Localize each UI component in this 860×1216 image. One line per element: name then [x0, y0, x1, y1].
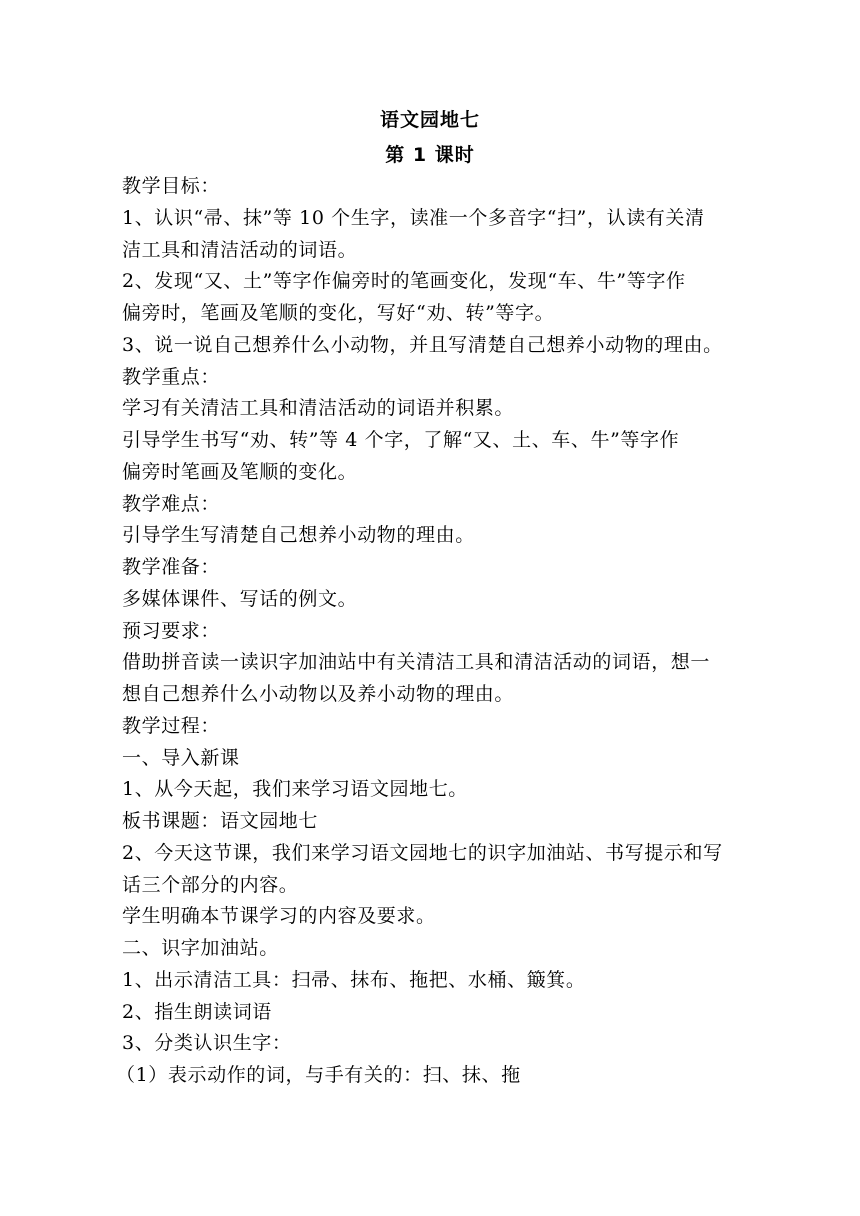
- body-line: 教学准备：: [122, 556, 221, 578]
- document-title: 语文园地七: [379, 109, 480, 131]
- body-line: 2、发现“又、土”等字作偏旁时的笔画变化，发现“车、牛”等字作: [122, 270, 686, 293]
- body-line: 预习要求：: [122, 619, 221, 642]
- body-line: 想自己想养什么小动物以及养小动物的理由。: [122, 683, 515, 705]
- body-line: 话三个部分的内容。: [122, 873, 299, 896]
- body-line: 教学目标：: [122, 175, 221, 197]
- body-line: 一、导入新课: [122, 746, 240, 769]
- document-body: [116, 171, 762, 1092]
- body-line: 1、从今天起，我们来学习语文园地七。: [122, 778, 468, 801]
- body-line: 二、识字加油站。: [122, 937, 279, 959]
- body-line: （1）表示动作的词，与手有关的：扫、抹、拖: [116, 1064, 521, 1086]
- body-line: 3、说一说自己想养什么小动物，并且写清楚自己想养小动物的理由。: [122, 333, 723, 356]
- body-line: 1、认识“帚、抹”等 10 个生字，读准一个多音字“扫”，认读有关清: [122, 206, 705, 229]
- body-line: 多媒体课件、写话的例文。: [122, 587, 358, 610]
- body-line: 教学过程：: [122, 714, 221, 737]
- body-line: 3、分类认识生字：: [122, 1032, 292, 1055]
- body-line: 引导学生写清楚自己想养小动物的理由。: [122, 524, 475, 547]
- body-line: 2、指生朗读词语: [122, 1000, 272, 1023]
- body-line: 教学重点：: [122, 365, 221, 388]
- body-line: 1、出示清洁工具：扫帚、抹布、拖把、水桶、簸箕。: [122, 968, 586, 991]
- body-line: 偏旁时，笔画及笔顺的变化，写好“劝、转”等字。: [122, 302, 555, 324]
- lesson-subtitle: 第 1 课时: [385, 144, 475, 166]
- body-line: 学习有关清洁工具和清洁活动的词语并积累。: [122, 397, 515, 420]
- body-line: 引导学生书写“劝、转”等 4 个字，了解“又、土、车、牛”等字作: [122, 429, 680, 451]
- body-line: 教学难点：: [122, 492, 221, 515]
- body-line: 学生明确本节课学习的内容及要求。: [122, 905, 436, 928]
- body-line: 借助拼音读一读识字加油站中有关清洁工具和清洁活动的词语，想一: [122, 651, 711, 674]
- body-line: 2、今天这节课，我们来学习语文园地七的识字加油站、书写提示和写: [122, 841, 723, 864]
- body-line: 偏旁时笔画及笔顺的变化。: [122, 460, 358, 483]
- body-line: 洁工具和清洁活动的词语。: [122, 238, 358, 261]
- body-line: 板书课题：语文园地七: [122, 810, 319, 832]
